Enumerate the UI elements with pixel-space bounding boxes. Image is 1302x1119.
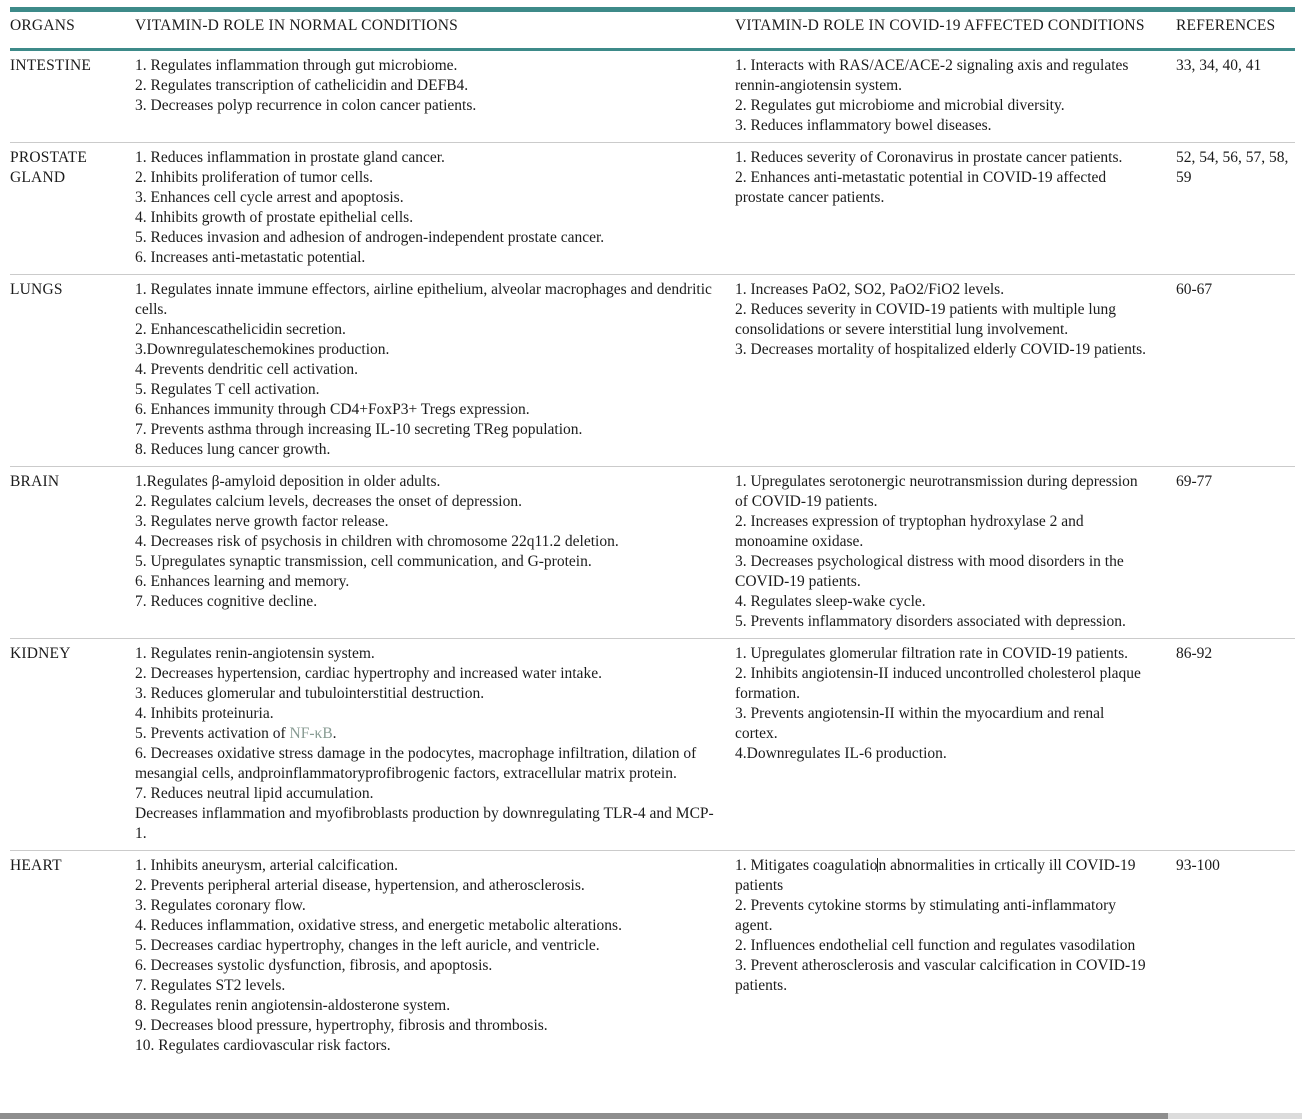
role-item: 4. Decreases risk of psychosis in children with chromosome 22q11.2 deletion. (135, 533, 619, 550)
role-item: 3. Prevent atherosclerosis and vascular calcification in COVID-19 patients. (735, 957, 1146, 994)
role-item: 5. Decreases cardiac hypertrophy, changes in the left auricle, and ventricle. (135, 937, 600, 954)
role-item: 2. Regulates transcription of cathelicidin and DEFB4. (135, 77, 469, 94)
role-item: 4.Downregulates IL-6 production. (735, 745, 947, 762)
muted-term: NF-κB (289, 725, 333, 742)
role-item: 7. Reduces cognitive decline. (135, 593, 318, 610)
role-item: 3. Decreases polyp recurrence in colon cancer patients. (135, 97, 477, 114)
role-item: 7. Regulates ST2 levels. (135, 977, 286, 994)
references-cell: 33, 34, 40, 41 (1176, 57, 1262, 74)
header-organs: ORGANS (10, 17, 75, 34)
role-item: 5. Reduces invasion and adhesion of androgen-independent prostate cancer. (135, 229, 605, 246)
table-row (10, 851, 1295, 1062)
text-run: 1. Mitigates coagulatio (735, 857, 878, 874)
organ-cell: BRAIN (10, 473, 60, 490)
role-item: 3. Decreases psychological distress with mood disorders in the COVID-19 patients. (735, 553, 1124, 590)
role-item: 3. Regulates coronary flow. (135, 897, 306, 914)
role-item: 4. Prevents dendritic cell activation. (135, 361, 358, 378)
table-body (10, 51, 1295, 1062)
role-item: 6. Enhances learning and memory. (135, 573, 350, 590)
role-item: 5. Prevents inflammatory disorders associated with depression. (735, 613, 1126, 630)
text-run: n abnormalities in crtically ill COVID-19 patients (735, 857, 1136, 894)
role-item: 7. Prevents asthma through increasing IL-10 secreting TReg population. (135, 421, 583, 438)
role-item (735, 856, 1148, 896)
role-item: 2. Influences endothelial cell function and regulates vasodilation (735, 937, 1136, 954)
role-item: 2. Enhancescathelicidin secretion. (135, 321, 346, 338)
role-item: 4. Inhibits growth of prostate epithelial cells. (135, 209, 414, 226)
role-item: 5. Regulates T cell activation. (135, 381, 320, 398)
role-item: 2. Enhances anti-metastatic potential in COVID-19 affected prostate cancer patients. (735, 169, 1107, 206)
role-item: 6. Increases anti-metastatic potential. (135, 249, 366, 266)
table-row (10, 639, 1295, 851)
role-item: 2. Inhibits proliferation of tumor cells. (135, 169, 374, 186)
role-item: 3. Regulates nerve growth factor release. (135, 513, 389, 530)
role-item: 1. Upregulates serotonergic neurotransmission during depression of COVID-19 patients. (735, 473, 1138, 510)
normal-conditions-cell (135, 56, 735, 136)
role-item: 1.Regulates β-amyloid deposition in older adults. (135, 473, 441, 490)
references-cell: 52, 54, 56, 57, 58, 59 (1176, 149, 1289, 186)
vitamin-d-organs-table (10, 7, 1295, 1062)
role-item: Decreases inflammation and myofibroblasts production by downregulating TLR-4 and MCP-1. (135, 805, 714, 842)
table-row (10, 51, 1295, 143)
organ-cell: KIDNEY (10, 645, 71, 662)
covid-conditions-cell (735, 644, 1176, 844)
page-bottom-edge (0, 1113, 1302, 1119)
normal-conditions-cell (135, 148, 735, 268)
role-item: 2. Inhibits angiotensin-II induced uncontrolled cholesterol plaque formation. (735, 665, 1141, 702)
role-item: 3. Reduces glomerular and tubulointerstitial destruction. (135, 685, 485, 702)
organ-cell: PROSTATE GLAND (10, 149, 88, 186)
header-covid-conditions: VITAMIN-D ROLE IN COVID-19 AFFECTED CONDITIONS (735, 17, 1145, 34)
covid-conditions-cell (735, 472, 1176, 632)
references-cell: 86-92 (1176, 645, 1213, 662)
organ-cell: LUNGS (10, 281, 63, 298)
role-item: 4. Inhibits proteinuria. (135, 705, 274, 722)
role-item: 7. Reduces neutral lipid accumulation. (135, 785, 374, 802)
references-cell: 69-77 (1176, 473, 1213, 490)
header-references: REFERENCES (1176, 17, 1276, 34)
role-item: 1. Regulates renin-angiotensin system. (135, 645, 375, 662)
role-item: 1. Increases PaO2, SO2, PaO2/FiO2 levels. (735, 281, 1005, 298)
role-item: 9. Decreases blood pressure, hypertrophy, fibrosis and thrombosis. (135, 1017, 548, 1034)
role-item: 1. Upregulates glomerular filtration rate in COVID-19 patients. (735, 645, 1128, 662)
role-item: 3. Prevents angiotensin-II within the myocardium and renal cortex. (735, 705, 1105, 742)
role-item: 5. Upregulates synaptic transmission, cell communication, and G-protein. (135, 553, 592, 570)
normal-conditions-cell (135, 856, 735, 1056)
references-cell: 93-100 (1176, 857, 1220, 874)
normal-conditions-cell (135, 472, 735, 632)
role-item: 1. Reduces severity of Coronavirus in prostate cancer patients. (735, 149, 1123, 166)
role-item: 10. Regulates cardiovascular risk factors. (135, 1037, 391, 1054)
header-normal-conditions: VITAMIN-D ROLE IN NORMAL CONDITIONS (135, 17, 458, 34)
role-item: 6. Decreases oxidative stress damage in the podocytes, macrophage infiltration, dilation of mesangial cells, andproinflammatoryprofibrogenic factors, extracellular matrix protein. (135, 745, 697, 782)
role-item: 1. Interacts with RAS/ACE/ACE-2 signaling axis and regulates rennin-angiotensin system. (735, 57, 1129, 94)
role-item (135, 724, 723, 744)
role-item: 1. Regulates inflammation through gut microbiome. (135, 57, 458, 74)
role-item: 8. Reduces lung cancer growth. (135, 441, 331, 458)
page-bottom-edge-dark-segment (0, 1113, 1168, 1119)
role-item: 2. Reduces severity in COVID-19 patients with multiple lung consolidations or severe interstitial lung involvement. (735, 301, 1116, 338)
role-item: 1. Reduces inflammation in prostate gland cancer. (135, 149, 445, 166)
table-header-row (10, 7, 1295, 51)
role-item: 2. Increases expression of tryptophan hydroxylase 2 and monoamine oxidase. (735, 513, 1084, 550)
organ-cell: INTESTINE (10, 57, 92, 74)
table-row (10, 143, 1295, 275)
role-item: 1. Regulates innate immune effectors, airline epithelium, alveolar macrophages and dendritic cells. (135, 281, 712, 318)
role-item: 3. Reduces inflammatory bowel diseases. (735, 117, 992, 134)
normal-conditions-cell (135, 644, 735, 844)
role-item: 2. Prevents cytokine storms by stimulating anti-inflammatory agent. (735, 897, 1116, 934)
covid-conditions-cell (735, 856, 1176, 1056)
role-item: 3. Decreases mortality of hospitalized elderly COVID-19 patients. (735, 341, 1147, 358)
role-item: 2. Regulates gut microbiome and microbial diversity. (735, 97, 1065, 114)
role-item: 3. Enhances cell cycle arrest and apoptosis. (135, 189, 404, 206)
role-item: 1. Inhibits aneurysm, arterial calcification. (135, 857, 398, 874)
references-cell: 60-67 (1176, 281, 1213, 298)
text-run: . (332, 725, 337, 742)
text-run: 5. Prevents activation of (135, 725, 290, 742)
organ-cell: HEART (10, 857, 62, 874)
table-row (10, 467, 1295, 639)
role-item: 2. Regulates calcium levels, decreases the onset of depression. (135, 493, 522, 510)
role-item: 2. Decreases hypertension, cardiac hypertrophy and increased water intake. (135, 665, 602, 682)
role-item: 6. Enhances immunity through CD4+FoxP3+ Tregs expression. (135, 401, 530, 418)
role-item: 2. Prevents peripheral arterial disease, hypertension, and atherosclerosis. (135, 877, 585, 894)
table-row (10, 275, 1295, 467)
role-item: 6. Decreases systolic dysfunction, fibrosis, and apoptosis. (135, 957, 493, 974)
normal-conditions-cell (135, 280, 735, 460)
role-item: 4. Regulates sleep-wake cycle. (735, 593, 926, 610)
role-item: 4. Reduces inflammation, oxidative stress, and energetic metabolic alterations. (135, 917, 622, 934)
covid-conditions-cell (735, 280, 1176, 460)
role-item: 3.Downregulateschemokines production. (135, 341, 390, 358)
covid-conditions-cell (735, 148, 1176, 268)
role-item: 8. Regulates renin angiotensin-aldosterone system. (135, 997, 451, 1014)
covid-conditions-cell (735, 56, 1176, 136)
